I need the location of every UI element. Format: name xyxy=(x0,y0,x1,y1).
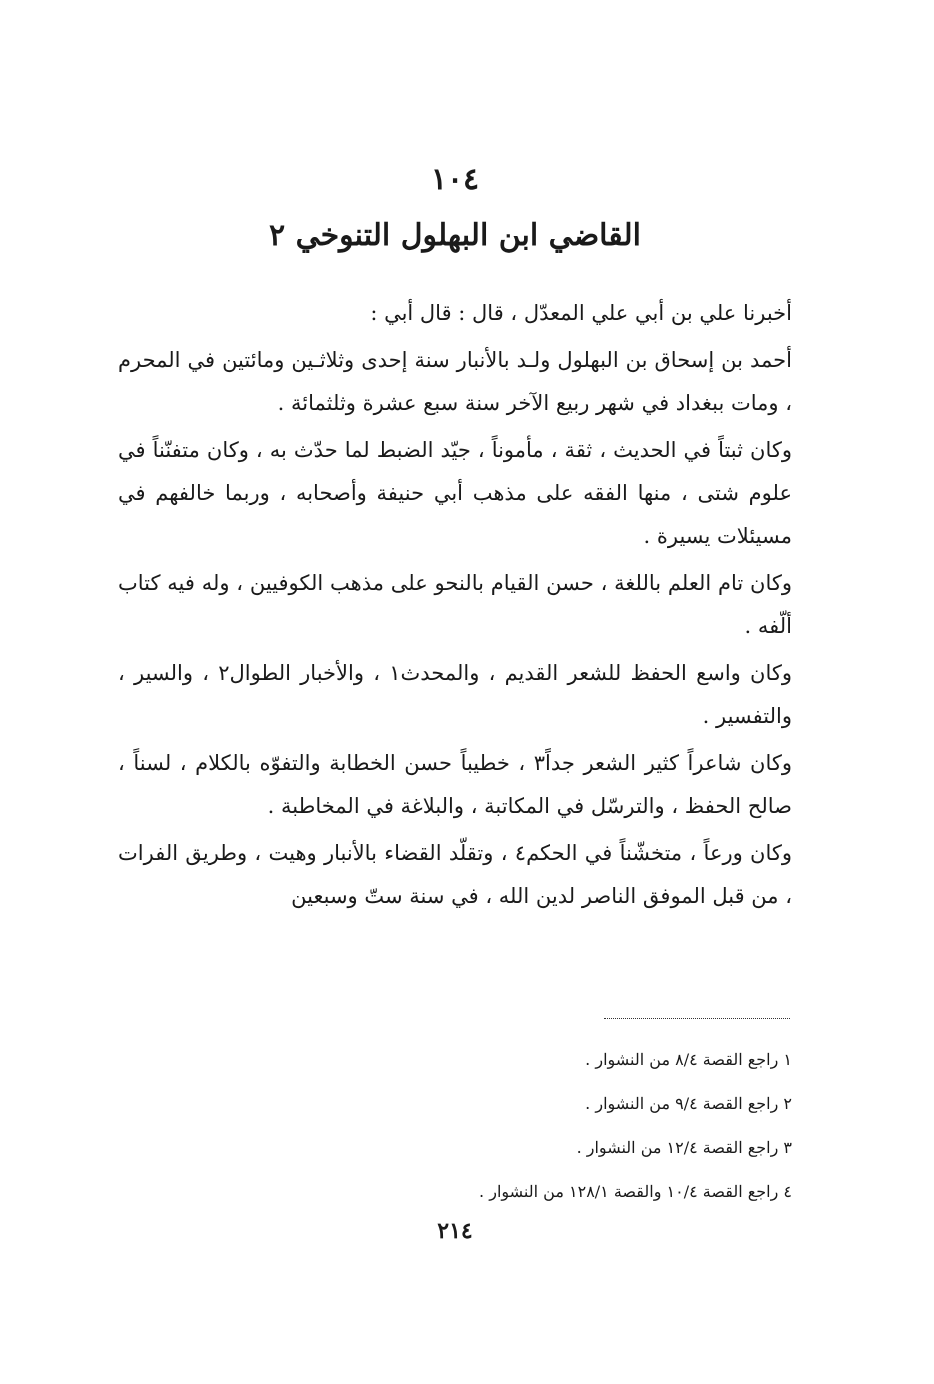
book-page xyxy=(118,160,792,1260)
paragraph-judgeship: وكان ورعاً ، متخشّناً في الحكم٤ ، وتقلّد القضاء بالأنبار وهيت ، وطريق الفرات ، من قبل الموفق الناصر لدين الله ، في سنة ستّ وسبعين xyxy=(118,841,793,908)
footnote-item: ٣ راجع القصة ١٢/٤ من النشوار . xyxy=(576,1138,792,1157)
story-title: القاضي ابن البهلول التنوخي ٢ xyxy=(269,218,641,253)
footnote-item: ١ راجع القصة ٨/٤ من النشوار . xyxy=(585,1050,792,1069)
paragraph-isnad: أخبرنا علي بن أبي علي المعدّل ، قال : قال أبي : xyxy=(370,301,792,325)
footnotes-list xyxy=(118,1038,792,1214)
page-number: ٢١٤ xyxy=(437,1218,473,1244)
paragraph-language: وكان تام العلم باللغة ، حسن القيام بالنحو على مذهب الكوفيين ، وله فيه كتاب ألّفه . xyxy=(118,571,792,638)
paragraph-memory: وكان واسع الحفظ للشعر القديم ، والمحدث١ ، والأخبار الطوال٢ ، والسير ، والتفسير . xyxy=(118,661,793,728)
paragraph-hadith: وكان ثبتاً في الحديث ، ثقة ، مأموناً ، جيّد الضبط لما حدّث به ، وكان متفنّناً في علوم شتى ، منها الفقه على مذهب أبي حنيفة وأصحابه ، وربما خالفهم في مسيئلات يسيرة . xyxy=(118,438,792,548)
footnote-item: ٤ راجع القصة ١٠/٤ والقصة ١٢٨/١ من النشوار . xyxy=(479,1182,792,1201)
paragraph-birth-death: أحمد بن إسحاق بن البهلول ولـد بالأنبار سنة إحدى وثلاثـين ومائتين في المحرم ، ومات ببغداد في شهر ربيع الآخر سنة سبع عشرة وثلثمائة . xyxy=(118,348,792,415)
story-number: ١٠٤ xyxy=(430,162,480,197)
paragraph-poetry: وكان شاعراً كثير الشعر جداً٣ ، خطيباً حسن الخطابة والتفوّه بالكلام ، لسناً ، صالح الحفظ ، والترسّل في المكاتبة ، والبلاغة في المخاطبة . xyxy=(118,751,793,818)
footnote-divider xyxy=(604,1018,790,1019)
footnote-item: ٢ راجع القصة ٩/٤ من النشوار . xyxy=(585,1094,792,1113)
